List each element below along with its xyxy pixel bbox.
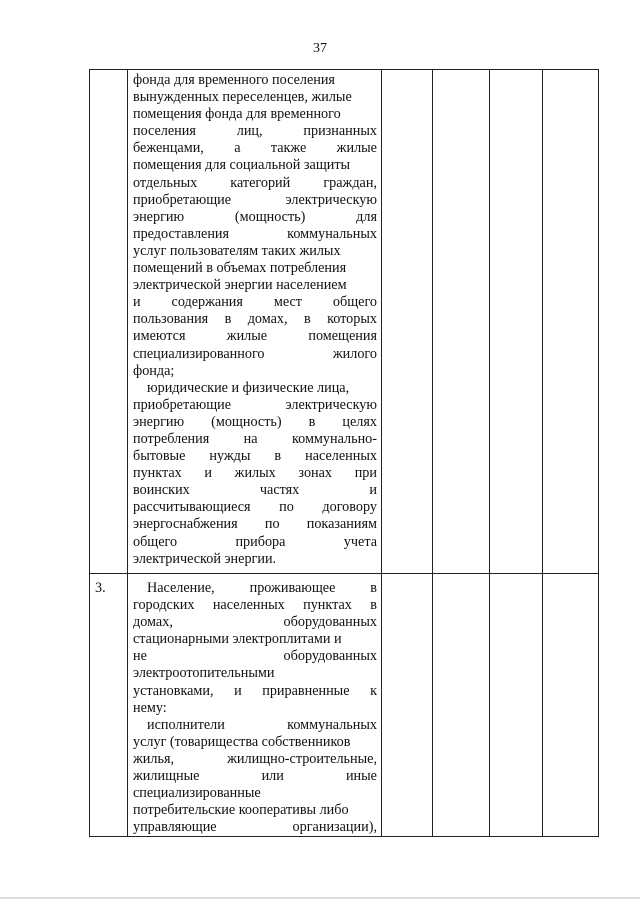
text-line bbox=[133, 448, 377, 465]
text-word: по bbox=[279, 499, 294, 516]
text-word: учета bbox=[343, 533, 377, 550]
text-word: потребления bbox=[133, 430, 210, 447]
text-word: пунктах bbox=[133, 465, 182, 482]
text-word: также bbox=[270, 140, 307, 157]
text-line: помещений в объемах потребления bbox=[133, 260, 347, 277]
text-line bbox=[133, 580, 377, 597]
description-lines bbox=[133, 72, 377, 568]
text-word: организации), bbox=[292, 819, 377, 836]
text-word: Население, bbox=[147, 580, 215, 596]
text-word: жилищно-строительные, bbox=[227, 750, 377, 767]
text-word: оборудованных bbox=[283, 614, 377, 631]
text-word: имеются bbox=[133, 328, 186, 345]
empty-cell bbox=[490, 70, 543, 574]
text-word: и bbox=[369, 482, 377, 499]
text-word: пользования bbox=[133, 311, 209, 328]
text-word: прибора bbox=[235, 533, 286, 550]
text-word: домах, bbox=[247, 311, 288, 328]
text-word: жилых bbox=[234, 465, 276, 482]
text-word: жилья, bbox=[133, 750, 175, 767]
text-line: специализированные bbox=[133, 785, 261, 802]
empty-cell bbox=[490, 574, 543, 837]
text-line: электрической энергии. bbox=[133, 550, 277, 567]
row-number-cell: 3. bbox=[90, 574, 128, 837]
text-word: жилые bbox=[336, 140, 377, 157]
text-word: лиц, bbox=[236, 123, 263, 140]
text-word: иные bbox=[345, 768, 377, 785]
text-line: нему: bbox=[133, 699, 167, 716]
text-word: которых bbox=[327, 311, 377, 328]
text-word: проживающее bbox=[249, 580, 336, 596]
text-line: фонда; bbox=[133, 362, 175, 379]
row-number-cell bbox=[90, 70, 128, 574]
text-line bbox=[133, 294, 377, 311]
text-line bbox=[133, 683, 377, 700]
page-number: 37 bbox=[313, 41, 327, 56]
text-word: бытовые bbox=[133, 448, 186, 465]
text-word: приравненные bbox=[262, 682, 350, 699]
text-word: в bbox=[274, 448, 282, 465]
text-line bbox=[133, 465, 377, 482]
text-line bbox=[133, 768, 377, 785]
text-line: услуг пользователям таких жилых bbox=[133, 242, 341, 259]
text-word: поселения bbox=[133, 123, 196, 140]
empty-cell bbox=[543, 574, 599, 837]
text-word: энергию bbox=[133, 413, 185, 430]
text-word: воинских bbox=[133, 482, 190, 499]
text-word: помещения bbox=[308, 328, 377, 345]
text-word: жилые bbox=[226, 328, 268, 345]
text-word: (мощность) bbox=[234, 208, 306, 225]
text-line bbox=[133, 346, 377, 363]
text-line: электроотопительными bbox=[133, 665, 275, 682]
text-word: и bbox=[204, 465, 212, 482]
text-line: электрической энергии населением bbox=[133, 277, 347, 294]
text-word: а bbox=[234, 140, 241, 157]
table-row bbox=[90, 574, 599, 837]
empty-cell bbox=[433, 574, 490, 837]
text-line bbox=[133, 140, 377, 157]
text-word: электрическую bbox=[285, 191, 377, 208]
text-line: стационарными электроплитами и bbox=[133, 631, 342, 648]
page-bottom-edge bbox=[0, 897, 640, 899]
text-word: (мощность) bbox=[211, 413, 282, 430]
text-word: по bbox=[264, 516, 280, 533]
text-line: помещения для социальной защиты bbox=[133, 157, 351, 174]
text-word: населенных bbox=[305, 448, 377, 465]
text-line bbox=[133, 192, 377, 209]
text-word: в bbox=[303, 311, 311, 328]
text-line bbox=[133, 209, 377, 226]
text-word: в bbox=[308, 413, 316, 430]
text-word: приобретающие bbox=[133, 191, 232, 208]
text-word: специализированного bbox=[133, 345, 265, 362]
text-word: оборудованных bbox=[283, 648, 377, 665]
text-word: городских bbox=[133, 597, 195, 614]
text-word: населенных bbox=[212, 597, 285, 614]
text-word: энергоснабжения bbox=[133, 516, 238, 533]
text-word: в bbox=[370, 580, 377, 596]
text-word: общего bbox=[332, 294, 377, 311]
description-lines bbox=[133, 580, 377, 836]
consumer-description-cell bbox=[128, 574, 382, 837]
text-word: коммунальных bbox=[287, 716, 377, 733]
text-line bbox=[133, 328, 377, 345]
text-line: услуг (товарищества собственников bbox=[133, 733, 351, 750]
text-line bbox=[133, 819, 377, 836]
text-word: домах, bbox=[133, 614, 173, 631]
text-word: показаниям bbox=[306, 516, 377, 533]
empty-cell bbox=[382, 70, 433, 574]
text-word: коммунально- bbox=[291, 430, 377, 447]
text-word: беженцами, bbox=[133, 140, 204, 157]
text-word: приобретающие bbox=[133, 396, 232, 413]
text-line bbox=[133, 534, 377, 551]
table-row bbox=[90, 70, 599, 574]
text-word: отдельных bbox=[133, 174, 198, 191]
text-word: жилого bbox=[332, 345, 377, 362]
text-line: потребительские кооперативы либо bbox=[133, 802, 349, 819]
text-line: помещения фонда для временного bbox=[133, 106, 341, 123]
text-word: к bbox=[370, 682, 377, 699]
text-word: и bbox=[133, 294, 141, 311]
text-line bbox=[133, 414, 377, 431]
empty-cell bbox=[543, 70, 599, 574]
text-line bbox=[133, 717, 377, 734]
text-word: предоставления bbox=[133, 225, 230, 242]
text-line bbox=[133, 751, 377, 768]
text-line bbox=[133, 597, 377, 614]
text-word: признанных bbox=[303, 123, 377, 140]
text-line: фонда для временного поселения bbox=[133, 72, 335, 88]
text-word: электрическую bbox=[285, 396, 377, 413]
text-word: категорий bbox=[230, 174, 291, 191]
text-line: вынужденных переселенцев, жилые bbox=[133, 89, 352, 106]
text-word: жилищные bbox=[133, 768, 200, 785]
text-word: для bbox=[356, 208, 377, 225]
text-word: на bbox=[243, 430, 258, 447]
text-word: в bbox=[224, 311, 232, 328]
text-word: не bbox=[133, 648, 147, 665]
text-word: граждан, bbox=[323, 174, 377, 191]
text-line bbox=[133, 123, 377, 140]
text-word: мест bbox=[273, 294, 302, 311]
consumer-description-cell bbox=[128, 70, 382, 574]
text-word: коммунальных bbox=[287, 225, 377, 242]
text-word: или bbox=[261, 768, 284, 785]
text-word: содержания bbox=[171, 294, 243, 311]
text-line bbox=[133, 431, 377, 448]
text-word: при bbox=[354, 465, 377, 482]
text-line bbox=[133, 175, 377, 192]
text-word: исполнители bbox=[147, 716, 225, 733]
text-line bbox=[133, 397, 377, 414]
text-line bbox=[133, 311, 377, 328]
text-word: установками, bbox=[133, 682, 214, 699]
text-word: нужды bbox=[209, 448, 251, 465]
text-word: в bbox=[370, 597, 377, 614]
text-line bbox=[133, 614, 377, 631]
text-word: общего bbox=[133, 533, 178, 550]
text-word: рассчитывающиеся bbox=[133, 499, 251, 516]
text-word: зонах bbox=[298, 465, 333, 482]
text-word: целях bbox=[342, 413, 377, 430]
text-line bbox=[133, 482, 377, 499]
empty-cell bbox=[433, 70, 490, 574]
text-line bbox=[133, 226, 377, 243]
text-word: и bbox=[234, 682, 242, 699]
text-word: пунктах bbox=[303, 597, 352, 614]
text-line: юридические и физические лица, bbox=[147, 379, 350, 396]
text-line bbox=[133, 499, 377, 516]
text-line bbox=[133, 648, 377, 665]
text-word: управляющие bbox=[133, 819, 217, 836]
text-word: энергию bbox=[133, 208, 185, 225]
text-word: частях bbox=[259, 482, 300, 499]
empty-cell bbox=[382, 574, 433, 837]
text-line bbox=[133, 516, 377, 533]
text-word: договору bbox=[322, 499, 377, 516]
tariff-table bbox=[89, 69, 599, 837]
